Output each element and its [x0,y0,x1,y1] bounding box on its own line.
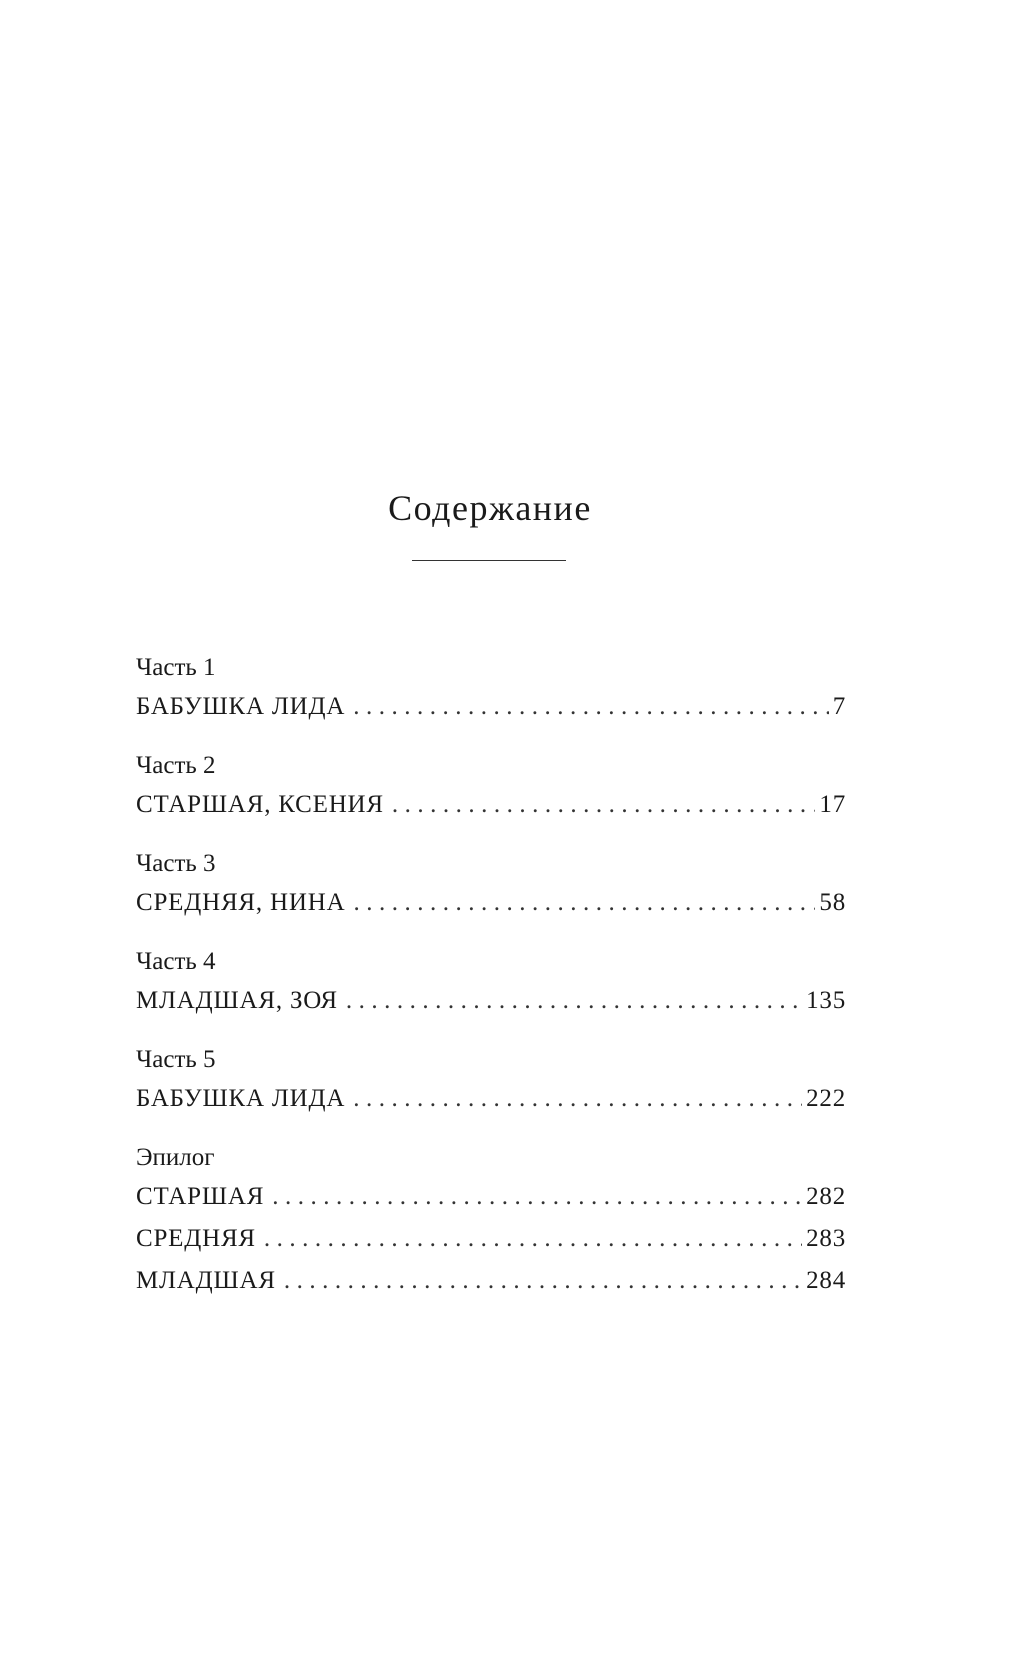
entry-title: СТАРШАЯ, КСЕНИЯ [136,791,384,818]
dot-leader [284,1260,802,1302]
toc-entry [136,686,846,728]
toc-entry [136,1218,846,1260]
entry-page-number: 222 [806,1085,846,1112]
entry-page-number: 284 [806,1267,846,1294]
dot-leader [392,784,816,826]
part-label: Часть 3 [136,850,216,877]
dot-leader [272,1176,802,1218]
entry-title: МЛАДШАЯ [136,1267,276,1294]
toc-entry [136,980,846,1022]
toc-part-3 [136,846,846,924]
toc-part-4 [136,944,846,1022]
part-label: Часть 2 [136,752,216,779]
page-title: Содержание [388,488,592,528]
dot-leader [353,686,829,728]
entry-title: БАБУШКА ЛИДА [136,693,346,720]
toc-part-2 [136,748,846,826]
entry-title: СРЕДНЯЯ, НИНА [136,889,346,916]
part-label: Часть 4 [136,948,216,975]
toc-part-1 [136,650,846,728]
entry-page-number: 7 [832,693,846,720]
toc-entry [136,1078,846,1120]
entry-page-number: 58 [819,889,846,916]
entry-page-number: 282 [806,1183,846,1210]
entry-page-number: 17 [819,791,846,818]
dot-leader [346,980,802,1022]
toc-entry [136,1260,846,1302]
table-of-contents [136,650,846,1322]
part-label: Часть 5 [136,1046,216,1073]
entry-page-number: 283 [806,1225,846,1252]
dot-leader [353,1078,802,1120]
dot-leader [264,1218,802,1260]
toc-entry [136,1176,846,1218]
entry-title: БАБУШКА ЛИДА [136,1085,346,1112]
part-label: Эпилог [136,1144,215,1171]
toc-entry [136,882,846,924]
entry-page-number: 135 [806,987,846,1014]
entry-title: СРЕДНЯЯ [136,1225,256,1252]
toc-entry [136,784,846,826]
dot-leader [353,882,815,924]
part-label: Часть 1 [136,654,216,681]
entry-title: МЛАДШАЯ, ЗОЯ [136,987,338,1014]
title-divider [412,560,566,561]
toc-epilogue [136,1140,846,1302]
entry-title: СТАРШАЯ [136,1183,265,1210]
toc-part-5 [136,1042,846,1120]
